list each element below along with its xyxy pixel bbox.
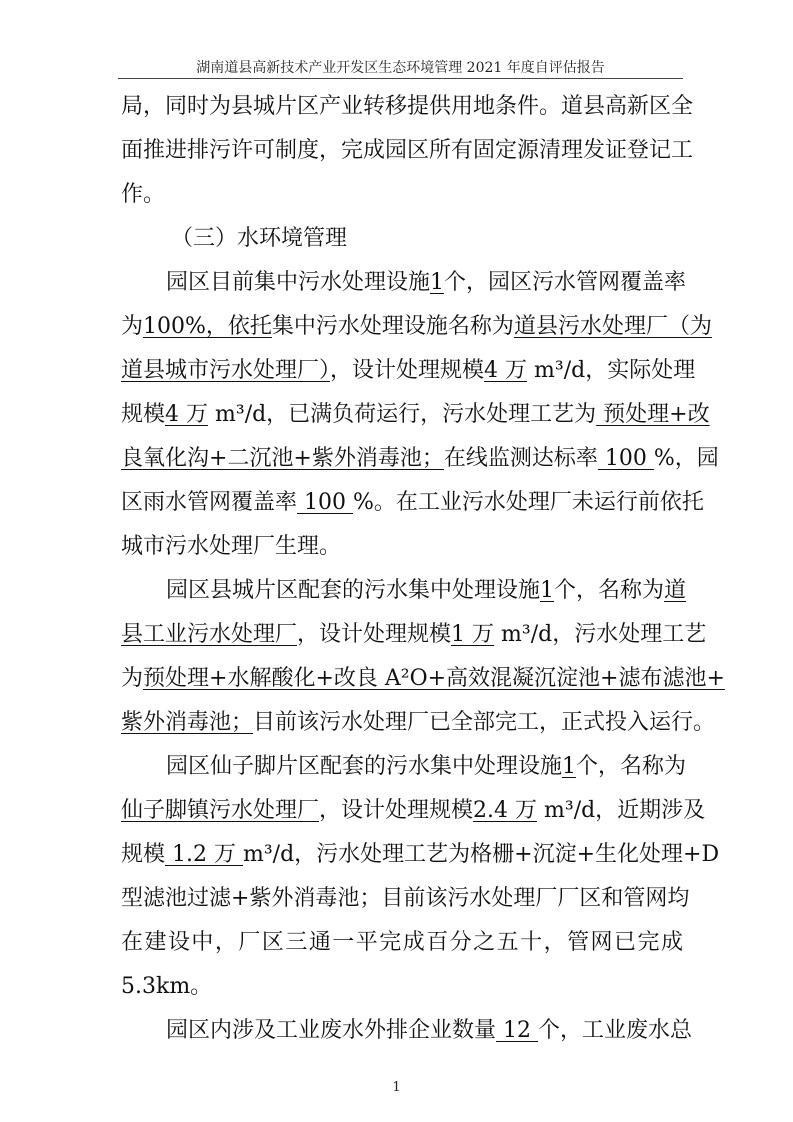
text-line: 在建设中，厂区三通一平完成百分之五十，管网已完成 bbox=[121, 930, 683, 955]
text-line: 良氧化沟+二沉池+紫外消毒池；在线监测达标率 100 %，园 bbox=[121, 446, 719, 471]
text-line: 紫外消毒池；目前该污水处理厂已全部完工，正式投入运行。 bbox=[121, 710, 716, 735]
text-line: 县工业污水处理厂，设计处理规模1 万 m³/d，污水处理工艺 bbox=[121, 622, 707, 647]
text-line: 为预处理+水解酸化+改良 A²O+高效混凝沉淀池+滤布滤池+ bbox=[121, 666, 725, 691]
text-line: 园区目前集中污水处理设施1个，园区污水管网覆盖率 bbox=[166, 270, 687, 295]
text-line: 局，同时为县城片区产业转移提供用地条件。道县高新区全 bbox=[121, 94, 694, 119]
text-line: 园区仙子脚片区配套的污水集中处理设施1个，名称为 bbox=[166, 754, 687, 779]
text-line: 区雨水管网覆盖率 100 %。在工业污水处理厂未运行前依托 bbox=[121, 490, 704, 515]
text-line: 道县城市污水处理厂），设计处理规模4 万 m³/d，实际处理 bbox=[121, 358, 696, 383]
text-line: 面推进排污许可制度，完成园区所有固定源清理发证登记工 bbox=[121, 138, 694, 163]
text-line: 仙子脚镇污水处理厂，设计处理规模2.4 万 m³/d，近期涉及 bbox=[121, 798, 706, 823]
section-heading: （三）水环境管理 bbox=[171, 226, 348, 251]
page-header: 湖南道县高新技术产业开发区生态环境管理 2021 年度自评估报告 bbox=[196, 60, 605, 76]
text-line: 型滤池过滤+紫外消毒池；目前该污水处理厂厂区和管网均 bbox=[121, 886, 690, 911]
header-divider bbox=[118, 78, 683, 79]
text-line: 规模4 万 m³/d，已满负荷运行，污水处理工艺为 预处理+改 bbox=[121, 402, 710, 427]
text-line: 园区县城片区配套的污水集中处理设施1个，名称为道 bbox=[166, 578, 687, 603]
text-line: 城市污水处理厂生理。 bbox=[121, 534, 342, 559]
text-line: 园区内涉及工业废水外排企业数量 12 个，工业废水总 bbox=[166, 1018, 693, 1043]
page-number: 1 bbox=[392, 1080, 401, 1095]
text-line: 作。 bbox=[121, 182, 166, 207]
text-line: 规模 1.2 万 m³/d，污水处理工艺为格栅+沉淀+生化处理+D bbox=[121, 842, 720, 867]
text-line: 为100%，依托集中污水处理设施名称为道县污水处理厂（为 bbox=[121, 314, 712, 339]
text-line: 5.3km。 bbox=[121, 974, 213, 999]
